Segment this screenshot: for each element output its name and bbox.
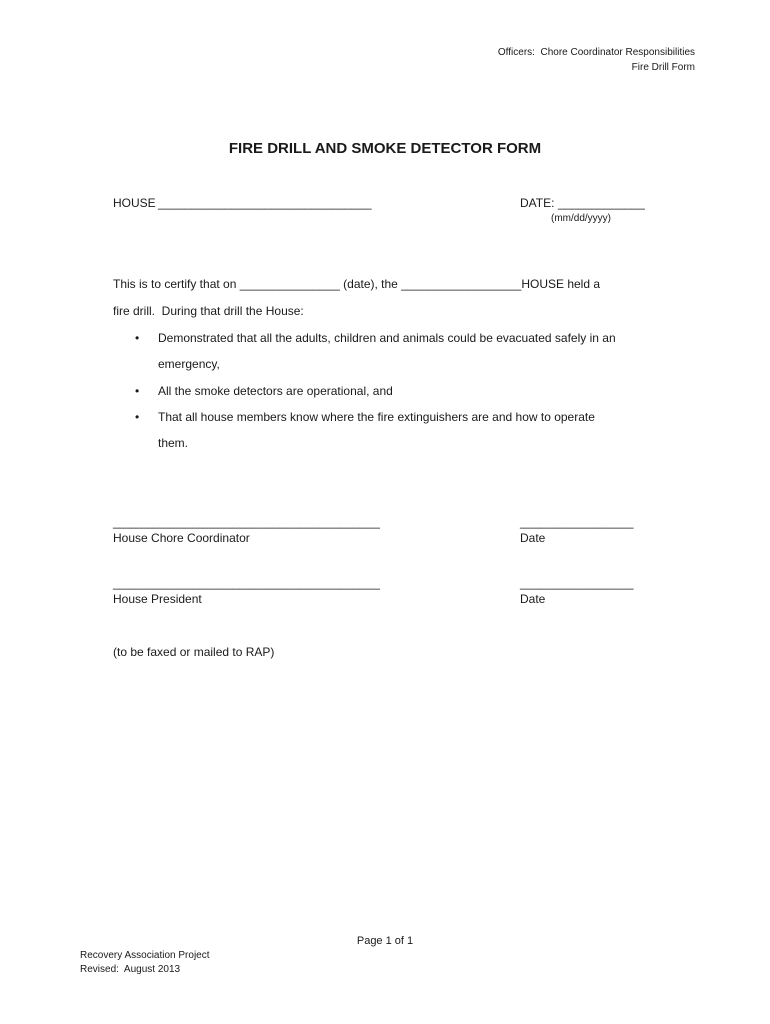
house-input-line[interactable]: ________________________________ <box>158 196 372 210</box>
form-title: FIRE DRILL AND SMOKE DETECTOR FORM <box>228 140 542 157</box>
footer-revised-date: Revised: August 2013 <box>80 964 181 975</box>
bullet-text-continued: emergency, <box>158 357 220 371</box>
president-label: House President <box>113 592 202 606</box>
bullet-marker: • <box>135 384 140 398</box>
chore-coordinator-label: House Chore Coordinator <box>113 531 250 545</box>
certify-line-1: This is to certify that on _______________ (date), the __________________HOUSE held a <box>113 277 601 291</box>
president-date-label: Date <box>520 592 546 606</box>
bullet-text-continued: them. <box>158 436 189 450</box>
chore-coordinator-date-line[interactable]: _________________ <box>520 515 634 529</box>
chore-coordinator-date-label: Date <box>520 531 546 545</box>
page-number: Page 1 of 1 <box>356 935 414 947</box>
header-line-1: Officers: Chore Coordinator Responsibilities <box>497 47 695 58</box>
bullet-text: All the smoke detectors are operational, and <box>158 384 393 398</box>
president-signature-line[interactable]: ________________________________________ <box>113 576 380 590</box>
bullet-marker: • <box>135 331 140 345</box>
fax-mail-note: (to be faxed or mailed to RAP) <box>113 645 275 659</box>
date-format-hint: (mm/dd/yyyy) <box>551 213 611 224</box>
bullet-text: Demonstrated that all the adults, children and animals could be evacuated safely in an <box>158 331 616 345</box>
date-input-line[interactable]: _____________ <box>558 196 645 210</box>
bullet-text: That all house members know where the fire extinguishers are and how to operate <box>158 410 595 424</box>
bullet-marker: • <box>135 410 140 424</box>
header-line-2: Fire Drill Form <box>631 62 695 73</box>
president-date-line[interactable]: _________________ <box>520 576 634 590</box>
house-label: HOUSE <box>113 196 156 210</box>
date-label: DATE: <box>520 196 555 210</box>
footer-organization: Recovery Association Project <box>80 950 210 961</box>
certify-line-2: fire drill. During that drill the House: <box>113 304 304 318</box>
chore-coordinator-signature-line[interactable]: ________________________________________ <box>113 515 380 529</box>
